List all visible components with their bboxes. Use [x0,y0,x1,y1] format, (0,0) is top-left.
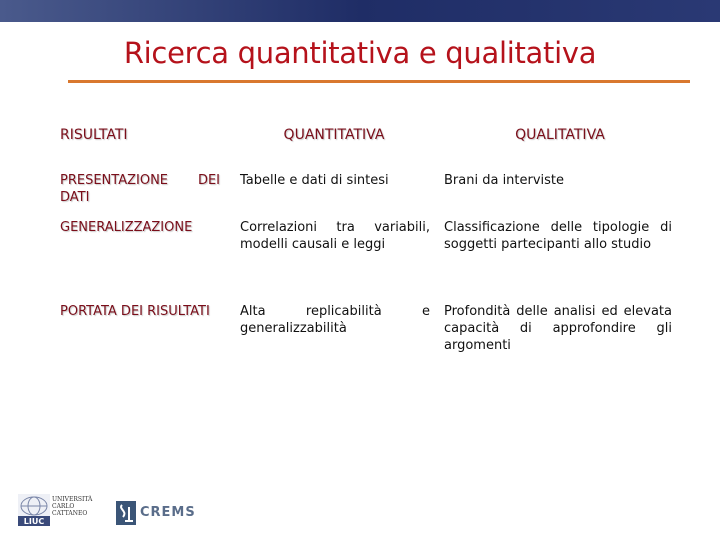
header-qualitativa: QUALITATIVA [515,127,605,143]
university-name [52,496,92,517]
cell-quantitativa-1: Tabelle e dati di sintesi [240,173,389,188]
header-quantitativa: QUANTITATIVA [283,127,385,143]
top-banner [0,0,720,22]
cell-quantitativa-3: Alta replicabilità e generalizzabilità [240,304,430,336]
row-label-presentazione [60,172,220,206]
ucc-badge-text: LIUC [23,517,45,526]
crems-logo [116,501,196,527]
university-name-line: CATTANEO [52,510,88,517]
row-label-part: DATI [60,190,90,205]
crems-emblem-icon [116,501,136,525]
crems-wordmark: CREMS [140,505,196,520]
row-label-portata: PORTATA DEI RISULTATI [60,304,210,319]
title-underline [68,80,690,83]
cell-qualitativa-3: Profondità delle analisi ed elevata capacità di approfondire gli argomenti [444,304,672,353]
university-logo [18,494,93,526]
cell-qualitativa-1: Brani da interviste [444,173,565,188]
row-label-part: PRESENTAZIONE [60,173,169,188]
row-label-part: DEI [197,173,220,188]
university-name-line: CARLO [52,503,75,510]
university-name-line: UNIVERSITÀ [52,496,93,503]
cell-qualitativa-2: Classificazione delle tipologie di soggetti partecipanti allo studio [444,220,672,252]
row-label-generalizzazione: GENERALIZZAZIONE [60,220,193,235]
header-risultati: RISULTATI [60,127,128,143]
cell-quantitativa-2: Correlazioni tra variabili, modelli causali e leggi [240,220,430,252]
slide-title: Ricerca quantitativa e qualitativa [123,36,597,70]
university-emblem-icon [18,494,50,526]
